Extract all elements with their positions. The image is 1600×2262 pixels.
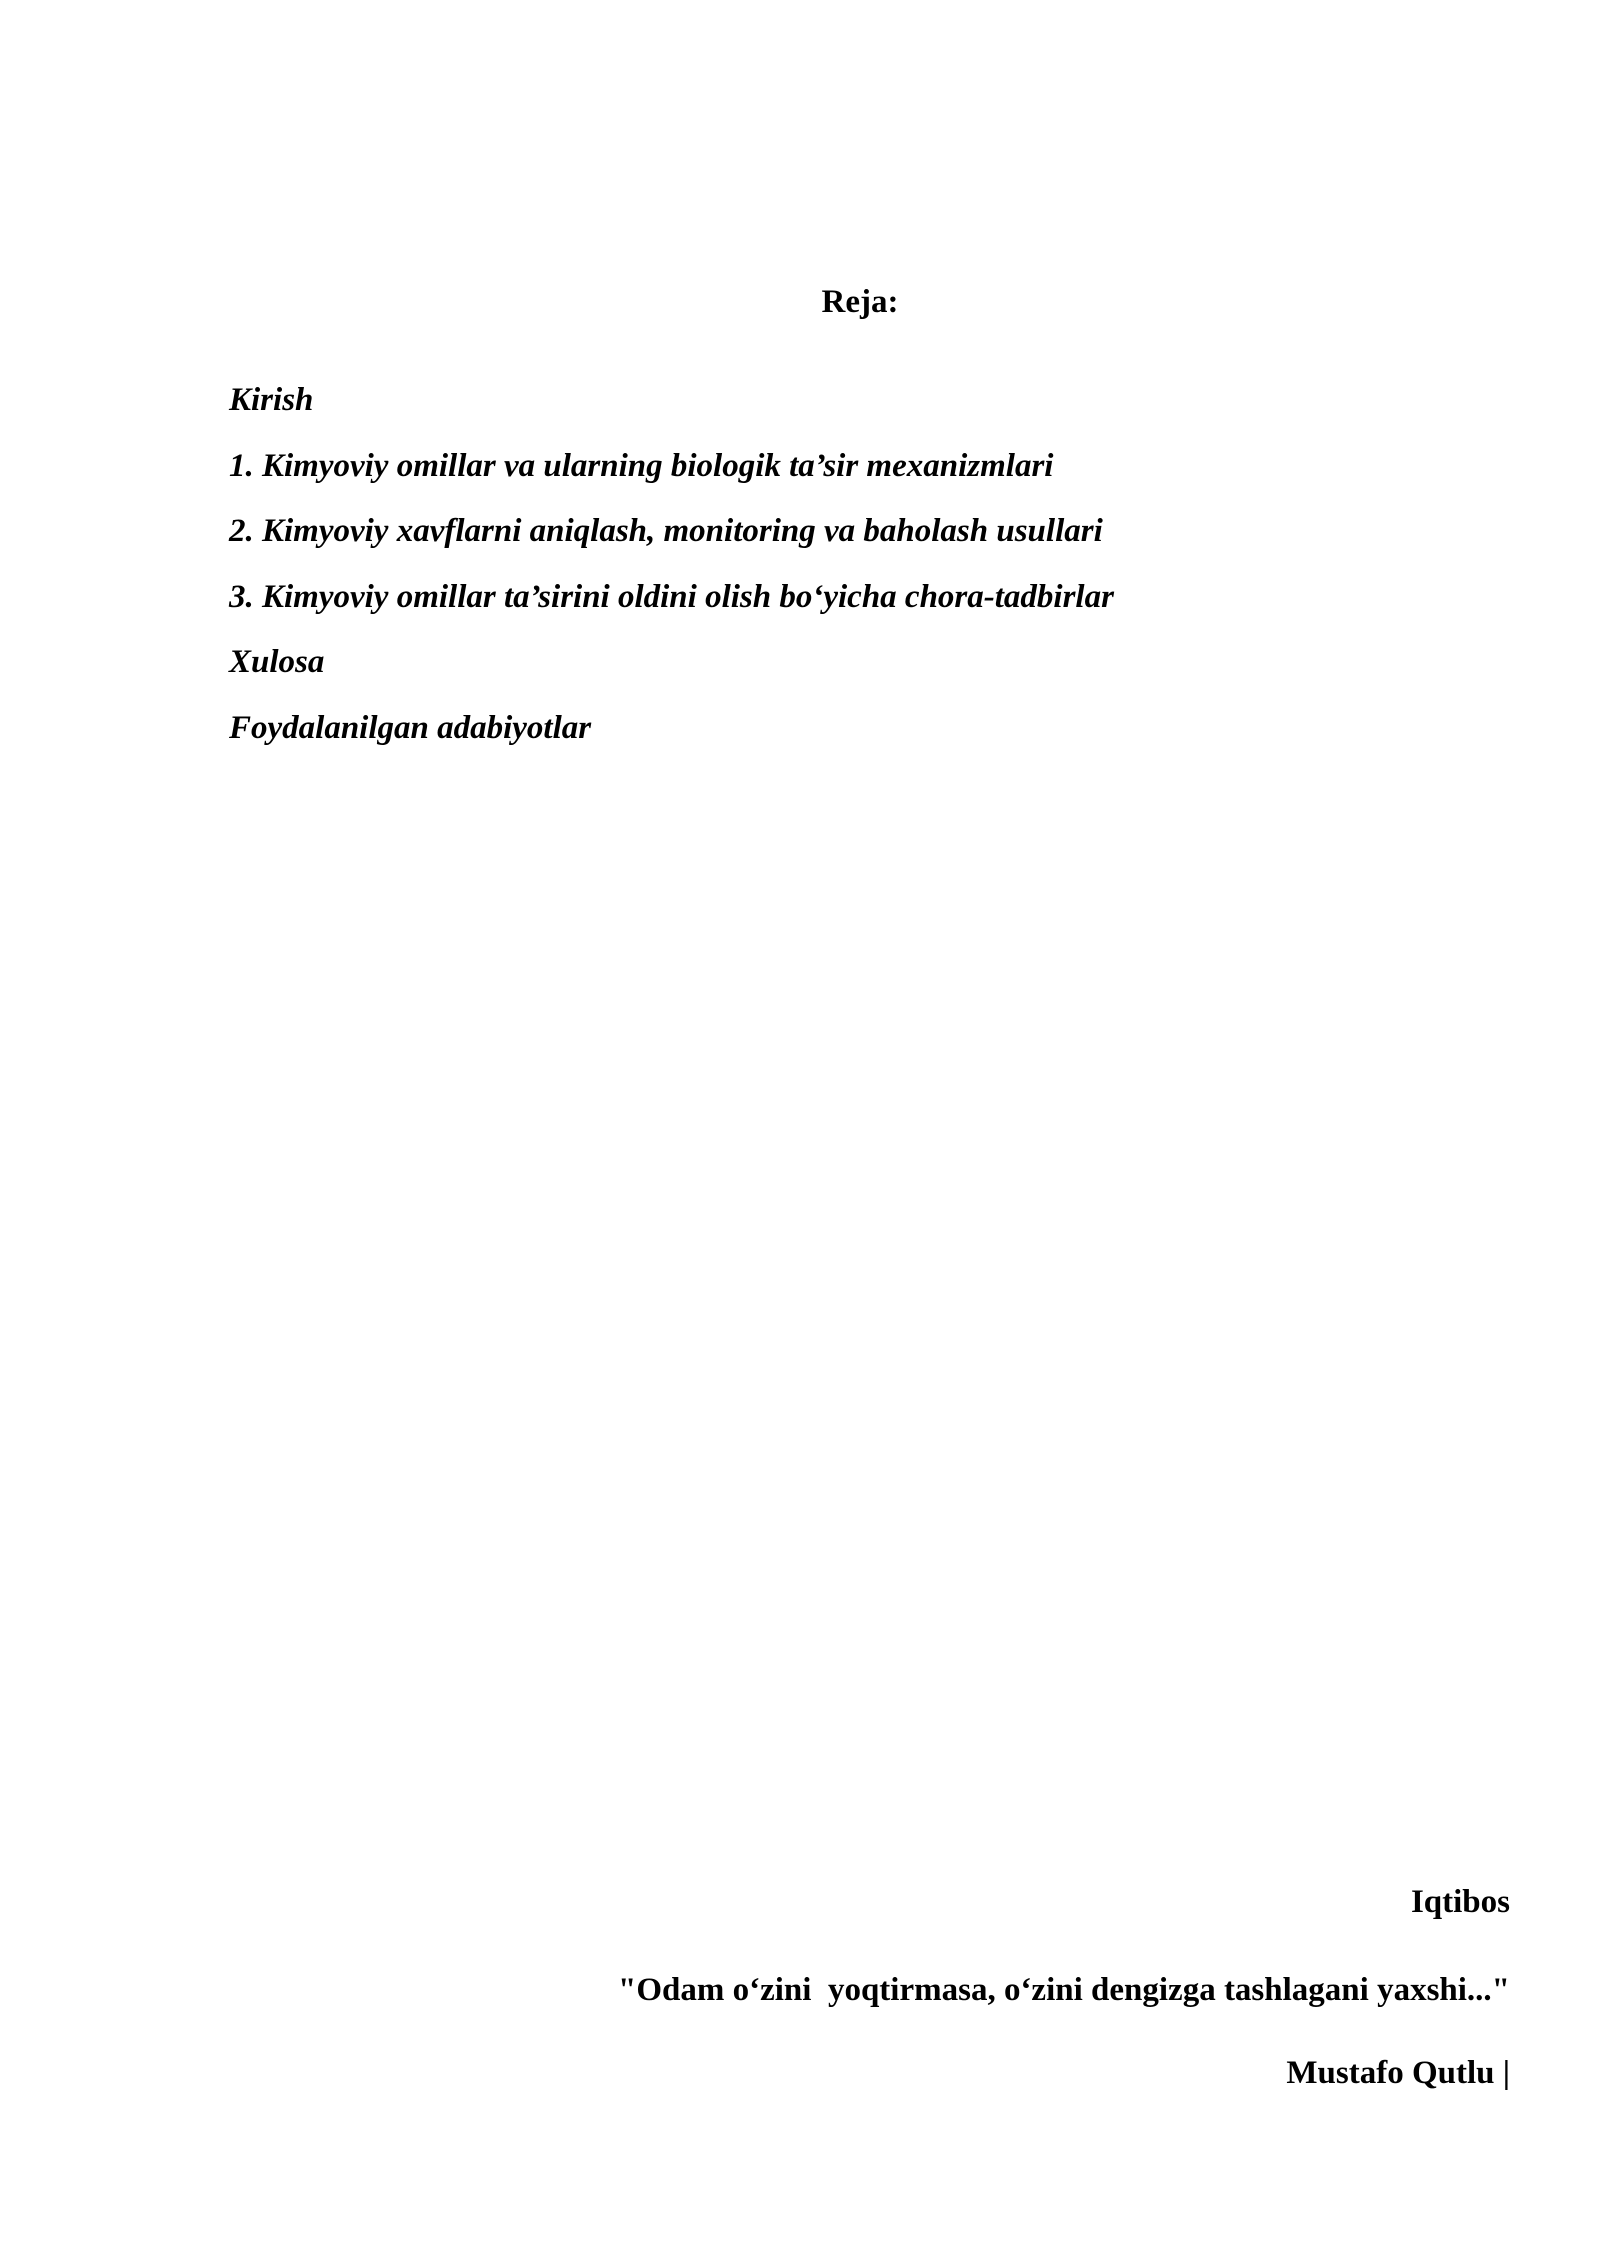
table-of-contents (229, 368, 1114, 761)
toc-item-section-3: 3. Kimyoviy omillar ta’sirini oldini olish bo‘yicha chora-tadbirlar (229, 578, 1114, 615)
epigraph-quote: "Odam o‘zini yoqtirmasa, o‘zini dengizga tashlagani yaxshi..." (618, 1972, 1510, 2008)
toc-item-section-1: 1. Kimyoviy omillar va ularning biologik ta’sir mexanizmlari (229, 447, 1054, 484)
epigraph-block (618, 1882, 1510, 2093)
toc-item-conclusion: Xulosa (229, 644, 325, 680)
plan-title: Reja: (821, 284, 899, 320)
toc-item-section-2: 2. Kimyoviy xavflarni aniqlash, monitoring va baholash usullari (229, 513, 1103, 549)
toc-item-references: Foydalanilgan adabiyotlar (229, 709, 592, 746)
epigraph-author: Mustafo Qutlu | (1286, 2055, 1510, 2091)
epigraph-heading: Iqtibos (1410, 1884, 1510, 1920)
toc-item-introduction: Kirish (229, 382, 314, 418)
